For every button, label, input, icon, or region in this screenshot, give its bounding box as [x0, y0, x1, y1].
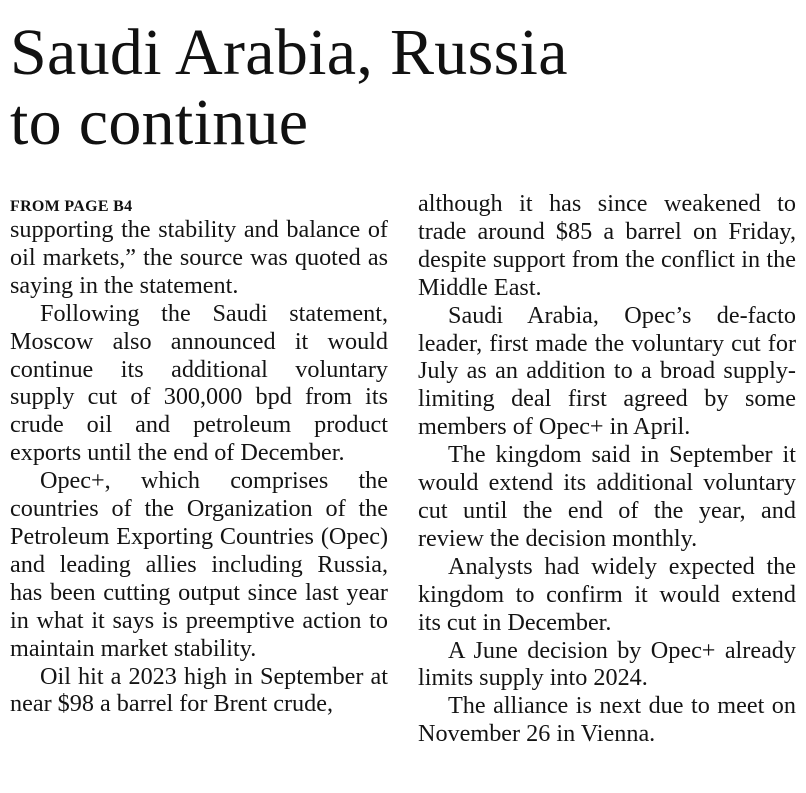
paragraph: A June decision by Opec+ already limits supply into 2024.: [418, 636, 796, 692]
paragraph: The kingdom said in September it would extend its additional voluntary cut until the end of the year, and review the decision monthly.: [418, 441, 796, 552]
continued-from-kicker: FROM PAGE B4: [10, 198, 133, 215]
paragraph: Analysts had widely expected the kingdom to confirm it would extend its cut in December.: [418, 552, 796, 636]
paragraph: Oil hit a 2023 high in September at near $98 a barrel for Brent crude,: [10, 662, 388, 718]
article-column-right: [418, 190, 796, 748]
paragraph: The alliance is next due to meet on November 26 in Vienna.: [418, 692, 796, 748]
paragraph: Opec+, which comprises the countries of the Organization of the Petroleum Exporting Countries (Opec) and leading allies including Russia, has been cutting output since last year in what it says is preemptive action to maintain market stability.: [10, 467, 388, 662]
paragraph: supporting the stability and balance of oil markets,” the source was quoted as saying in the statement.: [10, 216, 388, 299]
paragraph: Following the Saudi statement, Moscow also announced it would continue its additional voluntary supply cut of 300,000 bpd from its crude oil and petroleum product exports until the end of December.: [10, 299, 388, 467]
headline-line-1: Saudi Arabia, Russia: [10, 16, 568, 89]
paragraph: Saudi Arabia, Opec’s de-facto leader, first made the voluntary cut for July as an addition to a broad supply-limiting deal first agreed by some members of Opec+ in April.: [418, 301, 796, 441]
headline: [10, 18, 800, 158]
headline-line-2: to continue: [10, 86, 309, 159]
paragraph: although it has since weakened to trade around $85 a barrel on Friday, despite support from the conflict in the Middle East.: [418, 190, 796, 301]
article-column-left: [10, 190, 388, 718]
